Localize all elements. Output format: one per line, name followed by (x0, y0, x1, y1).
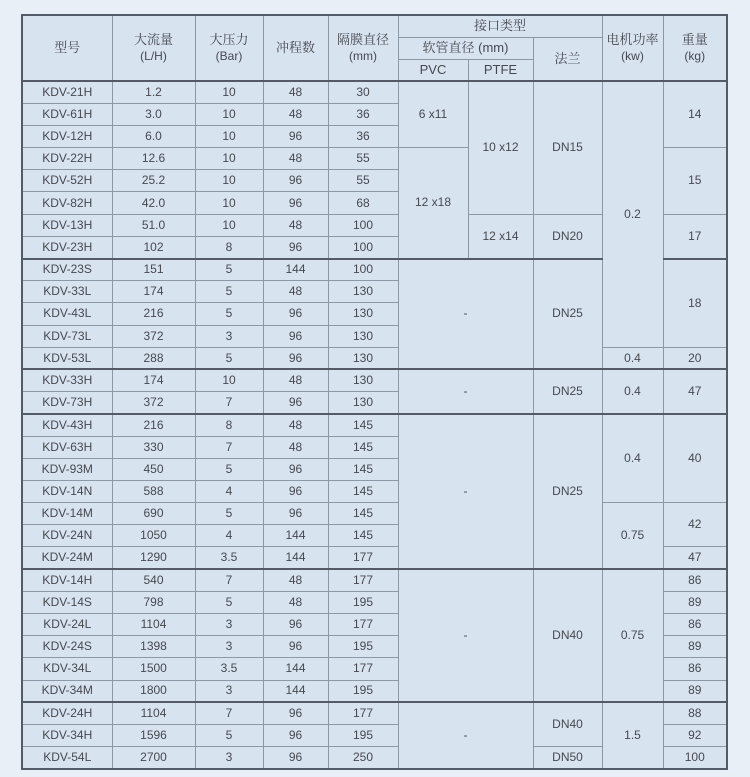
cell-weight: 92 (663, 724, 727, 746)
col-header-ptfe: PTFE (468, 59, 533, 81)
cell-diaphragm: 177 (328, 569, 398, 591)
cell-flow: 1.2 (112, 81, 195, 103)
cell-strokes: 48 (263, 369, 328, 391)
cell-pressure: 3 (195, 747, 263, 769)
table-row (22, 414, 727, 436)
cell-flange: DN50 (533, 747, 602, 769)
cell-flow: 540 (112, 569, 195, 591)
table-row (22, 347, 727, 369)
col-header-flange: 法兰 (533, 37, 602, 81)
cell-model: KDV-23H (22, 236, 112, 258)
cell-model: KDV-93M (22, 458, 112, 480)
cell-strokes: 96 (263, 614, 328, 636)
cell-pressure: 5 (195, 458, 263, 480)
cell-model: KDV-34H (22, 724, 112, 746)
cell-strokes: 96 (263, 303, 328, 325)
cell-pressure: 10 (195, 369, 263, 391)
cell-strokes: 48 (263, 591, 328, 613)
cell-model: KDV-54L (22, 747, 112, 769)
cell-power: 0.75 (602, 569, 663, 702)
cell-power: 0.75 (602, 503, 663, 570)
cell-model: KDV-43H (22, 414, 112, 436)
cell-hose: - (398, 369, 533, 413)
cell-pressure: 5 (195, 347, 263, 369)
cell-diaphragm: 145 (328, 458, 398, 480)
cell-power: 0.4 (602, 347, 663, 369)
cell-diaphragm: 100 (328, 259, 398, 281)
cell-pressure: 10 (195, 214, 263, 236)
cell-flow: 798 (112, 591, 195, 613)
cell-diaphragm: 177 (328, 658, 398, 680)
cell-weight: 89 (663, 591, 727, 613)
cell-model: KDV-34M (22, 680, 112, 702)
cell-diaphragm: 130 (328, 392, 398, 414)
table-row (22, 81, 727, 103)
cell-pressure: 7 (195, 702, 263, 724)
cell-diaphragm: 177 (328, 614, 398, 636)
table-row (22, 569, 727, 591)
cell-diaphragm: 30 (328, 81, 398, 103)
cell-strokes: 96 (263, 325, 328, 347)
cell-strokes: 48 (263, 281, 328, 303)
cell-strokes: 144 (263, 658, 328, 680)
cell-strokes: 48 (263, 436, 328, 458)
cell-strokes: 96 (263, 702, 328, 724)
cell-flow: 174 (112, 369, 195, 391)
cell-pressure: 5 (195, 724, 263, 746)
cell-weight: 15 (663, 148, 727, 215)
cell-flow: 2700 (112, 747, 195, 769)
cell-pvc: 12 x18 (398, 148, 468, 259)
col-header-pvc: PVC (398, 59, 468, 81)
col-header-strokes: 冲程数 (263, 15, 328, 81)
cell-model: KDV-14N (22, 480, 112, 502)
cell-diaphragm: 130 (328, 281, 398, 303)
cell-pressure: 3.5 (195, 658, 263, 680)
cell-diaphragm: 177 (328, 702, 398, 724)
spec-table (21, 14, 728, 770)
cell-pressure: 10 (195, 170, 263, 192)
cell-flow: 450 (112, 458, 195, 480)
cell-weight: 42 (663, 503, 727, 547)
cell-ptfe: 12 x14 (468, 214, 533, 258)
cell-diaphragm: 195 (328, 636, 398, 658)
cell-pressure: 4 (195, 525, 263, 547)
cell-pressure: 3 (195, 680, 263, 702)
cell-flow: 216 (112, 414, 195, 436)
cell-weight: 88 (663, 702, 727, 724)
cell-model: KDV-12H (22, 125, 112, 147)
cell-weight: 18 (663, 259, 727, 348)
cell-flange: DN20 (533, 214, 602, 258)
col-header-power: 电机功率 (kw) (602, 15, 663, 81)
col-header-diaphragm: 隔膜直径 (mm) (328, 15, 398, 81)
cell-hose: - (398, 259, 533, 370)
cell-model: KDV-21H (22, 81, 112, 103)
cell-diaphragm: 130 (328, 347, 398, 369)
col-header-pressure: 大压力 (Bar) (195, 15, 263, 81)
cell-model: KDV-33H (22, 369, 112, 391)
cell-diaphragm: 36 (328, 125, 398, 147)
cell-flow: 1104 (112, 702, 195, 724)
cell-model: KDV-22H (22, 148, 112, 170)
cell-strokes: 96 (263, 724, 328, 746)
cell-diaphragm: 250 (328, 747, 398, 769)
cell-weight: 86 (663, 658, 727, 680)
cell-strokes: 96 (263, 125, 328, 147)
cell-strokes: 48 (263, 103, 328, 125)
cell-flow: 51.0 (112, 214, 195, 236)
cell-strokes: 96 (263, 170, 328, 192)
cell-flow: 1500 (112, 658, 195, 680)
cell-model: KDV-14S (22, 591, 112, 613)
cell-pressure: 7 (195, 436, 263, 458)
cell-hose: - (398, 702, 533, 769)
cell-model: KDV-63H (22, 436, 112, 458)
cell-strokes: 96 (263, 236, 328, 258)
cell-strokes: 48 (263, 81, 328, 103)
table-row (22, 702, 727, 724)
cell-flow: 42.0 (112, 192, 195, 214)
cell-power: 0.4 (602, 369, 663, 413)
cell-pressure: 3.5 (195, 547, 263, 569)
cell-model: KDV-24M (22, 547, 112, 569)
cell-diaphragm: 145 (328, 503, 398, 525)
cell-model: KDV-61H (22, 103, 112, 125)
cell-strokes: 96 (263, 347, 328, 369)
cell-flow: 1800 (112, 680, 195, 702)
cell-diaphragm: 145 (328, 480, 398, 502)
cell-pressure: 10 (195, 192, 263, 214)
cell-weight: 40 (663, 414, 727, 503)
cell-flow: 216 (112, 303, 195, 325)
cell-flow: 1290 (112, 547, 195, 569)
cell-diaphragm: 195 (328, 724, 398, 746)
cell-diaphragm: 100 (328, 236, 398, 258)
cell-flow: 151 (112, 259, 195, 281)
cell-pressure: 10 (195, 148, 263, 170)
cell-flow: 1596 (112, 724, 195, 746)
cell-model: KDV-43L (22, 303, 112, 325)
cell-power: 0.4 (602, 414, 663, 503)
cell-hose: - (398, 569, 533, 702)
cell-strokes: 144 (263, 259, 328, 281)
cell-model: KDV-82H (22, 192, 112, 214)
cell-flow: 372 (112, 392, 195, 414)
cell-flow: 25.2 (112, 170, 195, 192)
header-interface-type: 接口类型 (398, 15, 602, 37)
cell-power: 1.5 (602, 702, 663, 769)
cell-flange: DN40 (533, 569, 602, 702)
cell-model: KDV-24H (22, 702, 112, 724)
cell-model: KDV-24N (22, 525, 112, 547)
cell-flow: 102 (112, 236, 195, 258)
cell-flow: 6.0 (112, 125, 195, 147)
table-body (22, 81, 727, 769)
cell-model: KDV-73H (22, 392, 112, 414)
header-hose-diameter: 软管直径 (mm) (398, 37, 533, 59)
cell-flow: 330 (112, 436, 195, 458)
cell-flow: 174 (112, 281, 195, 303)
cell-model: KDV-14M (22, 503, 112, 525)
cell-weight: 20 (663, 347, 727, 369)
cell-model: KDV-33L (22, 281, 112, 303)
col-header-model: 型号 (22, 15, 112, 81)
cell-flange: DN25 (533, 369, 602, 413)
cell-strokes: 48 (263, 569, 328, 591)
cell-model: KDV-52H (22, 170, 112, 192)
cell-pressure: 8 (195, 236, 263, 258)
cell-flange: DN25 (533, 259, 602, 370)
cell-diaphragm: 36 (328, 103, 398, 125)
pump-spec-table (21, 14, 727, 770)
table-row (22, 503, 727, 525)
cell-flow: 1398 (112, 636, 195, 658)
table-row (22, 369, 727, 391)
cell-ptfe: 10 x12 (468, 81, 533, 214)
cell-model: KDV-13H (22, 214, 112, 236)
cell-flow: 1050 (112, 525, 195, 547)
col-header-weight: 重量 (kg) (663, 15, 727, 81)
cell-diaphragm: 177 (328, 547, 398, 569)
cell-pressure: 10 (195, 81, 263, 103)
cell-strokes: 96 (263, 458, 328, 480)
cell-flange: DN25 (533, 414, 602, 569)
cell-strokes: 144 (263, 525, 328, 547)
cell-pressure: 10 (195, 103, 263, 125)
cell-weight: 47 (663, 547, 727, 569)
cell-pressure: 5 (195, 259, 263, 281)
cell-model: KDV-14H (22, 569, 112, 591)
cell-weight: 100 (663, 747, 727, 769)
cell-diaphragm: 145 (328, 414, 398, 436)
cell-flange: DN40 (533, 702, 602, 746)
cell-pvc: 6 x11 (398, 81, 468, 148)
cell-weight: 17 (663, 214, 727, 258)
cell-weight: 89 (663, 636, 727, 658)
cell-model: KDV-53L (22, 347, 112, 369)
cell-flow: 1104 (112, 614, 195, 636)
cell-hose: - (398, 414, 533, 569)
cell-pressure: 4 (195, 480, 263, 502)
cell-diaphragm: 55 (328, 148, 398, 170)
cell-diaphragm: 100 (328, 214, 398, 236)
cell-diaphragm: 145 (328, 436, 398, 458)
cell-strokes: 144 (263, 547, 328, 569)
cell-diaphragm: 195 (328, 680, 398, 702)
cell-flow: 12.6 (112, 148, 195, 170)
cell-strokes: 96 (263, 192, 328, 214)
cell-strokes: 48 (263, 148, 328, 170)
cell-strokes: 96 (263, 747, 328, 769)
cell-strokes: 48 (263, 414, 328, 436)
cell-flow: 3.0 (112, 103, 195, 125)
cell-pressure: 5 (195, 281, 263, 303)
cell-strokes: 96 (263, 392, 328, 414)
cell-weight: 86 (663, 569, 727, 591)
cell-model: KDV-23S (22, 259, 112, 281)
cell-power: 0.2 (602, 81, 663, 347)
cell-model: KDV-24L (22, 614, 112, 636)
cell-weight: 14 (663, 81, 727, 148)
cell-model: KDV-34L (22, 658, 112, 680)
cell-pressure: 8 (195, 414, 263, 436)
cell-pressure: 3 (195, 614, 263, 636)
cell-diaphragm: 195 (328, 591, 398, 613)
cell-pressure: 10 (195, 125, 263, 147)
cell-diaphragm: 68 (328, 192, 398, 214)
cell-flange: DN15 (533, 81, 602, 214)
cell-strokes: 96 (263, 636, 328, 658)
cell-pressure: 5 (195, 503, 263, 525)
cell-diaphragm: 130 (328, 369, 398, 391)
cell-strokes: 96 (263, 503, 328, 525)
cell-flow: 588 (112, 480, 195, 502)
cell-diaphragm: 145 (328, 525, 398, 547)
cell-flow: 372 (112, 325, 195, 347)
cell-diaphragm: 130 (328, 303, 398, 325)
cell-weight: 47 (663, 369, 727, 413)
cell-weight: 89 (663, 680, 727, 702)
cell-pressure: 7 (195, 392, 263, 414)
col-header-flow: 大流量 (L/H) (112, 15, 195, 81)
cell-pressure: 5 (195, 591, 263, 613)
cell-weight: 86 (663, 614, 727, 636)
cell-strokes: 144 (263, 680, 328, 702)
table-header (22, 15, 727, 81)
cell-pressure: 3 (195, 325, 263, 347)
cell-strokes: 96 (263, 480, 328, 502)
cell-flow: 288 (112, 347, 195, 369)
cell-diaphragm: 130 (328, 325, 398, 347)
cell-flow: 690 (112, 503, 195, 525)
cell-pressure: 3 (195, 636, 263, 658)
cell-strokes: 48 (263, 214, 328, 236)
cell-model: KDV-24S (22, 636, 112, 658)
cell-pressure: 7 (195, 569, 263, 591)
cell-diaphragm: 55 (328, 170, 398, 192)
cell-pressure: 5 (195, 303, 263, 325)
cell-model: KDV-73L (22, 325, 112, 347)
